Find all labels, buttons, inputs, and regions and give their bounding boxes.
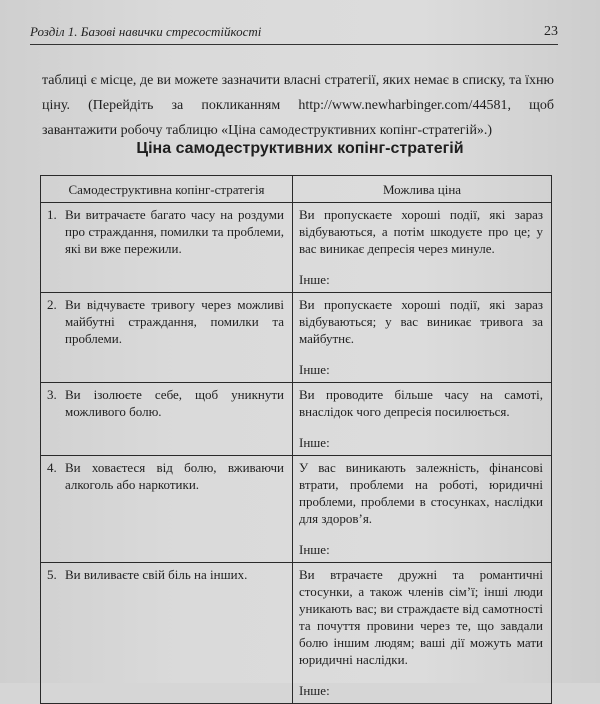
cost-cell <box>293 383 552 456</box>
table-row <box>41 383 552 456</box>
other-label: Інше: <box>299 272 330 287</box>
row-number: 5. <box>47 567 57 582</box>
other-label: Інше: <box>299 435 330 450</box>
cost-text: Ви проводите більше часу на самоті, внаслідок чого депресія посилюється. <box>299 387 543 419</box>
row-number: 3. <box>47 387 57 402</box>
header-rule <box>30 44 558 45</box>
table-row <box>41 563 552 704</box>
column-header-strategy: Самодеструктивна копінг-стратегія <box>41 176 293 203</box>
strategy-text: Ви відчуваєте тривогу через можливі майбутні страждання, помилки та проблеми. <box>65 297 284 346</box>
other-label: Інше: <box>299 683 330 698</box>
strategy-text: Ви ізолюєте себе, щоб уникнути можливого болю. <box>65 387 284 419</box>
strategy-cell <box>41 203 293 293</box>
running-head: Розділ 1. Базові навички стресостійкості <box>30 24 262 39</box>
strategy-cell <box>41 383 293 456</box>
table-row <box>41 203 552 293</box>
cost-cell <box>293 293 552 383</box>
strategy-cell <box>41 456 293 563</box>
row-number: 1. <box>47 207 57 222</box>
page-number: 23 <box>544 24 558 39</box>
cost-text: Ви втрачаєте дружні та романтичні стосунки, а також членів сім’ї; інші люди уникають вас; ви страждаєте від самотності та почуття провини через те, що завдали болю іншим людям; ваші дії можуть мати юридичні наслідки. <box>299 567 543 667</box>
cost-text: Ви пропускаєте хороші події, які зараз відбуваються, а потім шкодуєте про це; у вас виникає депресія через минуле. <box>299 207 543 256</box>
table-row <box>41 293 552 383</box>
cost-text: Ви пропускаєте хороші події, які зараз відбуваються; у вас виникає тривога за майбутнє. <box>299 297 543 346</box>
strategy-cell <box>41 293 293 383</box>
strategy-text: Ви витрачаєте багато часу на роздуми про страждання, помилки та проблеми, які ви вже пережили. <box>65 207 284 256</box>
row-number: 4. <box>47 460 57 475</box>
cost-cell <box>293 203 552 293</box>
strategy-text: Ви виливаєте свій біль на інших. <box>65 567 248 582</box>
other-label: Інше: <box>299 362 330 377</box>
intro-paragraph: таблиці є місце, де ви можете зазначити власні стратегії, яких немає в списку, та їхню ціну. (Перейдіть за покликанням http://www.newharbinger.com/44581, щоб завантажити робочу таблицю «Ціна самодеструктивних копінг-стратегій».) <box>42 73 554 138</box>
strategy-text: Ви ховаєтеся від болю, вживаючи алкоголь або наркотики. <box>65 460 284 492</box>
table-row <box>41 456 552 563</box>
table-title: Ціна самодеструктивних копінг-стратегій <box>136 140 464 157</box>
strategy-cell <box>41 563 293 704</box>
cost-cell <box>293 456 552 563</box>
column-header-cost: Можлива ціна <box>293 176 552 203</box>
cost-text: У вас виникають залежність, фінансові втрати, проблеми на роботі, юридичні проблеми, проблеми в стосунках, наслідки для здоров’я. <box>299 460 543 526</box>
other-label: Інше: <box>299 542 330 557</box>
table-header-row <box>41 176 552 203</box>
row-number: 2. <box>47 297 57 312</box>
cost-cell <box>293 563 552 704</box>
coping-strategies-table <box>40 175 552 704</box>
